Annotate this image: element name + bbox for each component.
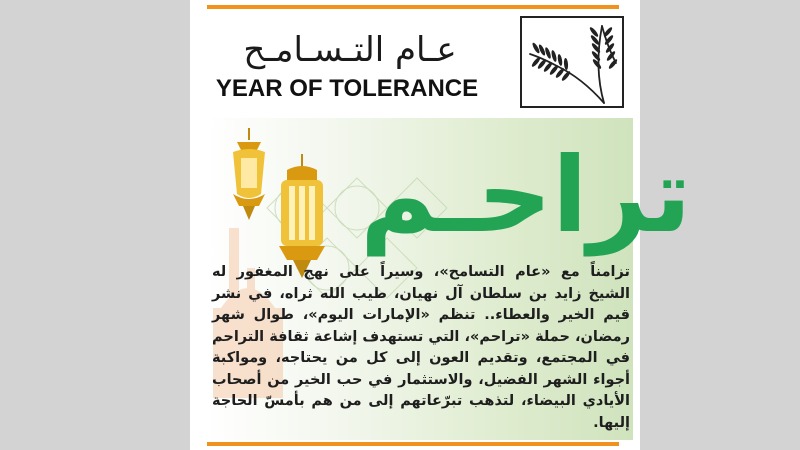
bottom-orange-rule [207,442,619,446]
campaign-title: تراحـم [360,134,692,256]
ghaf-logo [520,16,624,108]
year-of-tolerance-english-title: YEAR OF TOLERANCE [215,75,479,102]
year-of-tolerance-arabic-title: عـام التـسـامـح [243,30,457,70]
ghaf-branch-icon [522,18,622,106]
top-orange-rule [207,5,619,9]
article-body: تزامناً مع «عام التسامح»، وسيراً على نهج المغفور له الشيخ زايد بن سلطان آل نهيان، طيب الله ثراه، في نشر قيم الخير والعطاء.. تنظم «الإمارات اليوم»، طوال شهر رمضان، حملة «تراحم»، التي تستهدف إشاعة ثقافة التراحم في المجتمع، وتقديم العون إلى كل من يحتاجه، ومواكبة أجواء الشهر الفضيل، والاستثمار في حب الخير من أصحاب الأيادي البيضاء، لتذهب تبرّعاتهم إلى من هم بأمسّ الحاجة إليها. [212,264,630,431]
